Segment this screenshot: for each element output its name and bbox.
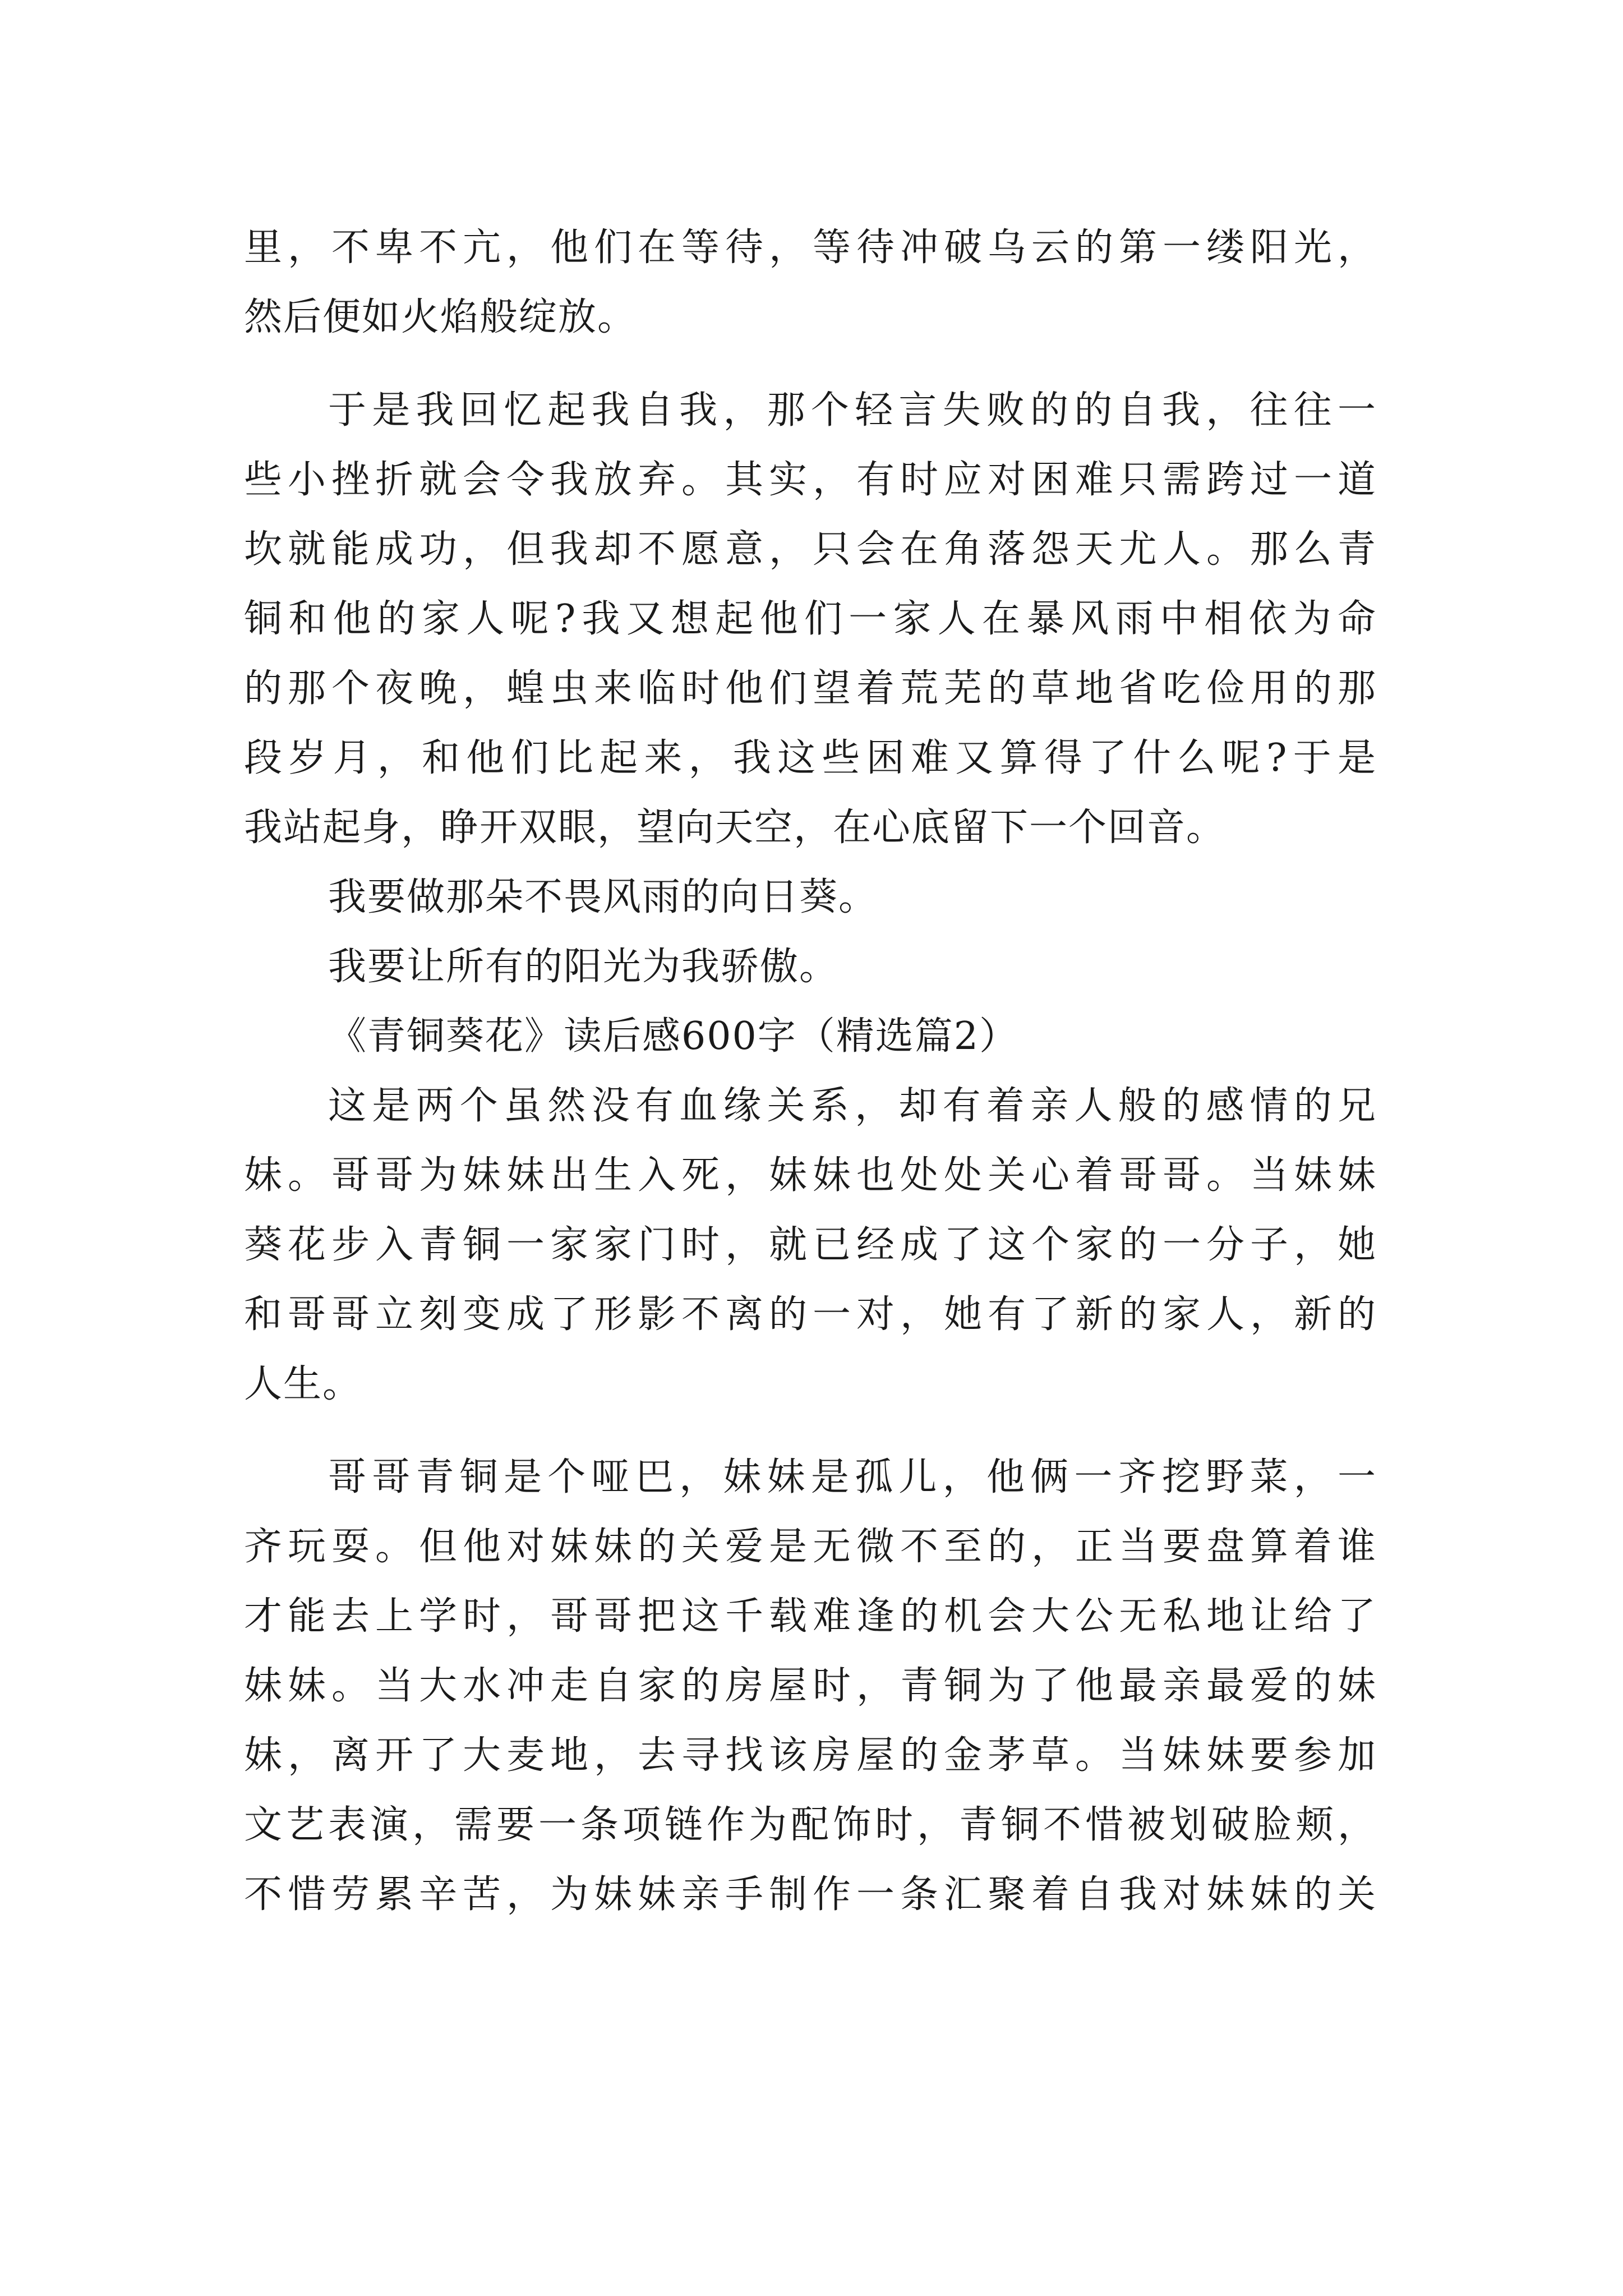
section-heading: 《青铜葵花》读后感600字（精选篇2） [328, 1014, 1019, 1059]
paragraph-line: 人生。 [244, 1362, 362, 1406]
paragraph-line: 的那个夜晚，蝗虫来临时他们望着荒芜的草地省吃俭用的那 [244, 666, 1377, 711]
paragraph-line: 坎就能成功，但我却不愿意，只会在角落怨天尤人。那么青 [244, 527, 1377, 572]
paragraph-line: 不惜劳累辛苦，为妹妹亲手制作一条汇聚着自我对妹妹的关 [244, 1872, 1377, 1917]
paragraph-line: 齐玩耍。但他对妹妹的关爱是无微不至的，正当要盘算着谁 [244, 1525, 1377, 1569]
paragraph-line: 妹。哥哥为妹妹出生入死，妹妹也处处关心着哥哥。当妹妹 [244, 1153, 1377, 1198]
paragraph-line: 我要做那朵不畏风雨的向日葵。 [328, 875, 878, 919]
paragraph-line: 才能去上学时，哥哥把这千载难逢的机会大公无私地让给了 [244, 1594, 1377, 1639]
paragraph-line: 段岁月，和他们比起来，我这些困难又算得了什么呢?于是 [244, 736, 1377, 780]
paragraph-line: 妹妹。当大水冲走自家的房屋时，青铜为了他最亲最爱的妹 [244, 1664, 1377, 1708]
paragraph-line: 然后便如火焰般绽放。 [244, 295, 637, 339]
paragraph-line: 于是我回忆起我自我，那个轻言失败的的自我，往往一 [328, 388, 1377, 432]
paragraph-line: 些小挫折就会令我放弃。其实，有时应对困难只需跨过一道 [244, 458, 1377, 502]
paragraph-line: 葵花步入青铜一家家门时，就已经成了这个家的一分子，她 [244, 1223, 1377, 1267]
paragraph-line: 和哥哥立刻变成了形影不离的一对，她有了新的家人，新的 [244, 1292, 1377, 1337]
paragraph-line: 哥哥青铜是个哑巴，妹妹是孤儿，他俩一齐挖野菜，一 [328, 1455, 1377, 1499]
paragraph-line: 妹，离开了大麦地，去寻找该房屋的金茅草。当妹妹要参加 [244, 1733, 1377, 1778]
paragraph-line: 这是两个虽然没有血缘关系，却有着亲人般的感情的兄 [328, 1084, 1377, 1128]
paragraph-line: 文艺表演，需要一条项链作为配饰时，青铜不惜被划破脸颊， [244, 1803, 1377, 1847]
paragraph-line: 我站起身，睁开双眼，望向天空，在心底留下一个回音。 [244, 806, 1226, 850]
paragraph-line: 铜和他的家人呢?我又想起他们一家人在暴风雨中相依为命 [244, 597, 1377, 641]
document-body [244, 213, 1377, 1930]
paragraph-line: 我要让所有的阳光为我骄傲。 [328, 945, 839, 989]
paragraph-line: 里，不卑不亢，他们在等待，等待冲破乌云的第一缕阳光， [244, 226, 1377, 270]
